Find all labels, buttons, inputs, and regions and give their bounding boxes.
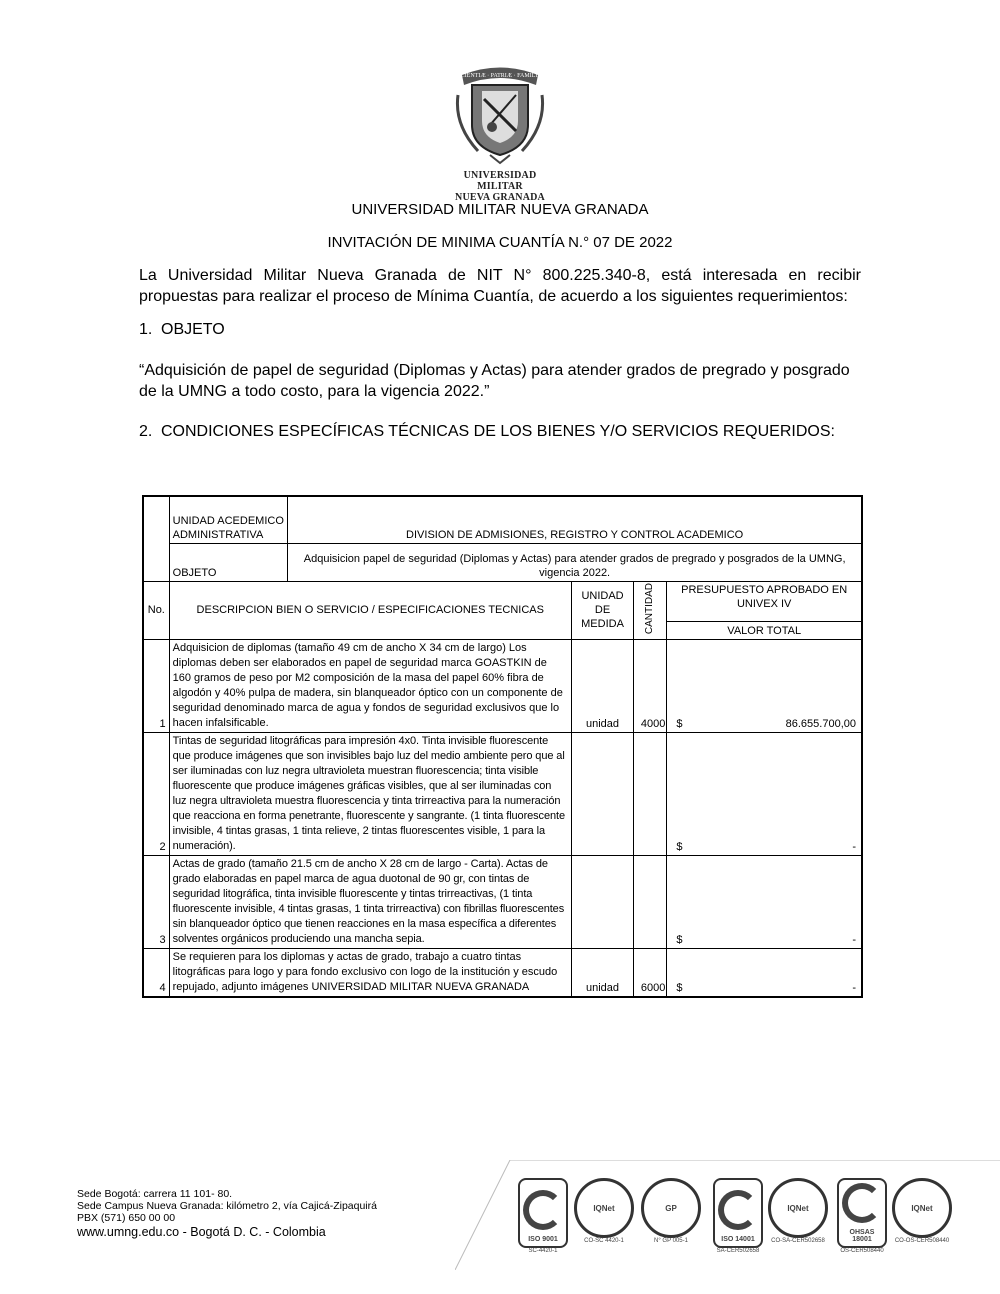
col-header-budget: PRESUPUESTO APROBADO EN UNIVEX IV (667, 581, 862, 621)
row-number: 4 (143, 948, 169, 997)
logo-line-2: NUEVA GRANADA (455, 192, 545, 203)
iqnet-seal-icon: IQNet (574, 1178, 634, 1238)
footer-line-1: Sede Bogotá: carrera 11 101- 80. (77, 1188, 233, 1200)
col-header-total: VALOR TOTAL (667, 621, 862, 639)
section-2-heading (139, 421, 861, 442)
document-title: UNIVERSIDAD MILITAR NUEVA GRANADA (351, 201, 649, 218)
row-description: Actas de grado (tamaño 21.5 cm de ancho X 28 cm de largo - Carta). Actas de grado elaboradas en papel marca de agua duotonal de 90 gr, con tintas de seguridad litográfica, tinta invisible fluorescente y tintas trirreactivas, (1 tinta fluorescente invisible, 4 tintas grasas, 1 tinta trirreactiva) con fibrillas fluorescentes sin blanqueador óptico que tienen reacciones en la masa específica a diferentes solventes orgánicos produciendo una mancha sepia. (169, 855, 571, 948)
intro-paragraph (139, 265, 861, 307)
row-unit: unidad (571, 948, 633, 997)
row-quantity: 4000 (634, 639, 667, 732)
footer-address (77, 1188, 377, 1241)
col-header-no: No. (143, 581, 169, 639)
row-description: Adquisicion de diplomas (tamaño 49 cm de ancho X 34 cm de largo) Los diplomas deben ser elaborados en papel de seguridad marca GOASTKIN de 160 gramos de peso por M2 composición de la masa del papel 60% fibra de algodón y 40% pulpa de madera, sin blanqueador óptico con un componente de seguridad denominado marca de agua y fondos de seguridad exclusivos que lo hacen infalsificable. (169, 639, 571, 732)
document-subtitle: INVITACIÓN DE MINIMA CUANTÍA N.° 07 DE 2022 (327, 234, 673, 251)
intro-line-1: La Universidad Militar Nueva Granada de NIT N° 800.225.340-8, está interesada en recibir (139, 267, 861, 284)
certification-badge: ISO 9001 SC-4420-1 (518, 1178, 568, 1254)
col-header-unit: UNIDAD DE MEDIDA (571, 581, 633, 639)
section-2-title: CONDICIONES ESPECÍFICAS TÉCNICAS DE LOS BIENES Y/O SERVICIOS REQUERIDOS: (161, 423, 835, 440)
icontec-iso9001-icon: ISO 9001 (518, 1178, 568, 1248)
col-header-qty: CANTIDAD (644, 582, 656, 634)
table-row (143, 732, 862, 855)
row-description: Se requieren para los diplomas y actas de grado, trabajo a cuatro tintas litográficas para logo y para fondo exclusivo con logo de la institución y escudo repujado, adjunto imágenes UNIVERSIDAD MILITAR NUEVA GRANADA (169, 948, 571, 997)
row-number: 1 (143, 639, 169, 732)
icontec-iso14001-icon: ISO 14001 (713, 1178, 763, 1248)
logo-motto: SCIENTIÆ · PATRIÆ · FAMILIÆ (457, 73, 543, 79)
unidad-label: UNIDAD ACEDEMICO ADMINISTRATIVA (169, 496, 288, 543)
section-2-number: 2. (139, 423, 153, 440)
iqnet-seal-icon: IQNet (892, 1178, 952, 1238)
certification-badge: GP N° GP 005-1 (641, 1178, 701, 1244)
certification-badge: ISO 14001 SA-CER502658 (713, 1178, 763, 1254)
objeto-label: OBJETO (169, 543, 288, 581)
row-currency: $ (676, 933, 683, 946)
row-value: 86.655.700,00 (785, 717, 856, 730)
row-currency: $ (676, 717, 683, 730)
row-unit (571, 732, 633, 855)
footer-line-3: PBX (571) 650 00 00 (77, 1212, 176, 1224)
table-row (143, 639, 862, 732)
university-logo (450, 55, 550, 203)
certification-badge: IQNet CO-OS-CER508440 (892, 1178, 952, 1244)
col-header-desc: DESCRIPCION BIEN O SERVICIO / ESPECIFICACIONES TECNICAS (169, 581, 571, 639)
requirements-table (142, 495, 863, 998)
row-quantity: 6000 (634, 948, 667, 997)
footer-website: www.umng.edu.co - Bogotá D. C. - Colombia (77, 1225, 326, 1239)
objeto-text: “Adquisición de papel de seguridad (Diplomas y Actas) para atender grados de pregrado y posgrado de la UMNG a todo costo, para la vigencia 2022.” (139, 362, 850, 400)
row-currency: $ (676, 840, 683, 853)
objeto-value: Adquisicion papel de seguridad (Diplomas y Actas) para atender grados de pregrado y posgrados de la UMNG, vigencia 2022. (288, 543, 862, 581)
row-unit: unidad (571, 639, 633, 732)
certification-badge: OHSAS 18001 OS-CER508440 (837, 1178, 887, 1254)
section-1-title: OBJETO (161, 321, 225, 338)
table-row (143, 948, 862, 997)
row-quantity (634, 732, 667, 855)
row-unit (571, 855, 633, 948)
intro-line-2: propuestas para realizar el proceso de Mínima Cuantía, de acuerdo a los siguientes requerimientos: (139, 288, 848, 305)
table-row (143, 855, 862, 948)
certification-badge: IQNet CO-SA-CER502658 (768, 1178, 828, 1244)
row-value: - (852, 933, 856, 946)
unidad-value: DIVISION DE ADMISIONES, REGISTRO Y CONTROL ACADEMICO (288, 496, 862, 543)
footer-line-2: Sede Campus Nueva Granada: kilómetro 2, vía Cajicá-Zipaquirá (77, 1200, 377, 1212)
university-crest-icon (450, 55, 550, 165)
row-description: Tintas de seguridad litográficas para impresión 4x0. Tinta invisible fluorescente que produce imágenes que son invisibles bajo luz del medio ambiente pero que al ser iluminadas con luz negra ultravioleta muestran fluorescencia; tinta visible fluorescente que produce imágenes gráficas visibles, que al ser iluminadas con luz negra ultravioleta muestra fluorescencia y tinta trirreactiva para la numeración que reacciona en forma penetrante, fluorescente y sangrante. (1 tinta fluorescente invisible, 4 tintas grasas, 1 tinta relieve, 2 tintas fluorescentes visible, 1 para la numeración). (169, 732, 571, 855)
row-quantity (634, 855, 667, 948)
row-value: - (852, 840, 856, 853)
icontec-ohsas-icon: OHSAS 18001 (837, 1178, 887, 1248)
section-1-number: 1. (139, 321, 153, 338)
row-value: - (852, 981, 856, 994)
gp-seal-icon: GP (641, 1178, 701, 1238)
row-number: 3 (143, 855, 169, 948)
row-number: 2 (143, 732, 169, 855)
logo-line-1: UNIVERSIDAD MILITAR (463, 170, 537, 192)
certification-badge: IQNet CO-SC 4420-1 (574, 1178, 634, 1244)
section-1-heading (139, 319, 861, 340)
iqnet-seal-icon: IQNet (768, 1178, 828, 1238)
row-currency: $ (676, 981, 683, 994)
